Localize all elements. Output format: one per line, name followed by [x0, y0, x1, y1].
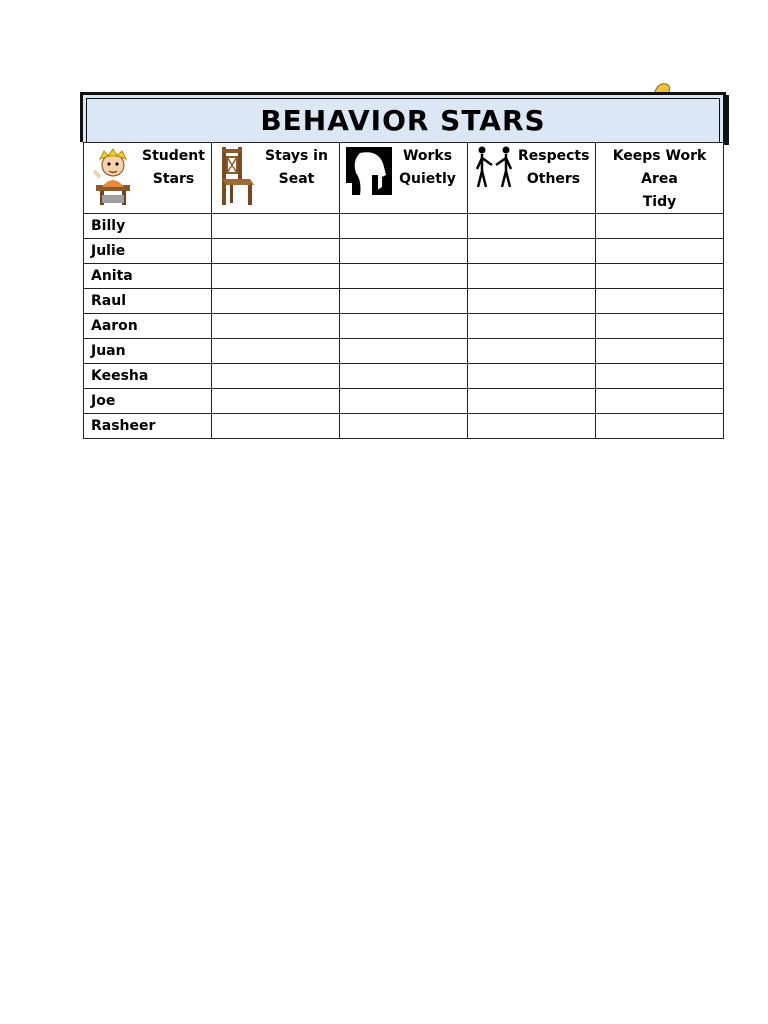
keeps-area-tidy-cell[interactable] [596, 364, 724, 389]
header-label-line3: Tidy [642, 194, 677, 210]
stays-in-seat-cell[interactable] [212, 214, 340, 239]
student-name: Keesha [84, 364, 212, 389]
stays-in-seat-cell[interactable] [212, 314, 340, 339]
works-quietly-cell[interactable] [340, 239, 468, 264]
respects-others-cell[interactable] [468, 214, 596, 239]
keeps-area-tidy-cell[interactable] [596, 289, 724, 314]
header-label-line1: Keeps Work [612, 148, 707, 164]
keeps-area-tidy-cell[interactable] [596, 414, 724, 439]
keeps-area-tidy-cell[interactable] [596, 339, 724, 364]
stays-in-seat-cell[interactable] [212, 389, 340, 414]
banner-shadow [723, 95, 729, 145]
keeps-area-tidy-cell[interactable] [596, 264, 724, 289]
student-name: Billy [84, 214, 212, 239]
student-icon [88, 147, 138, 207]
table-row [84, 314, 724, 339]
student-name: Anita [84, 264, 212, 289]
student-name: Julie [84, 239, 212, 264]
works-quietly-cell[interactable] [340, 264, 468, 289]
respects-others-cell[interactable] [468, 389, 596, 414]
table-row [84, 239, 724, 264]
header-stays-in-seat [212, 143, 340, 214]
shush-icon [346, 147, 392, 195]
table-row [84, 364, 724, 389]
header-label-line2: Others [526, 171, 581, 187]
header-label-line2: Stars [152, 171, 195, 187]
works-quietly-cell[interactable] [340, 289, 468, 314]
works-quietly-cell[interactable] [340, 414, 468, 439]
respects-others-cell[interactable] [468, 364, 596, 389]
respects-others-cell[interactable] [468, 414, 596, 439]
respects-others-cell[interactable] [468, 264, 596, 289]
stays-in-seat-cell[interactable] [212, 239, 340, 264]
student-name: Juan [84, 339, 212, 364]
respects-others-cell[interactable] [468, 239, 596, 264]
keeps-area-tidy-cell[interactable] [596, 314, 724, 339]
page-title: BEHAVIOR STARS [260, 104, 546, 137]
keeps-area-tidy-cell[interactable] [596, 389, 724, 414]
stays-in-seat-cell[interactable] [212, 264, 340, 289]
works-quietly-cell[interactable] [340, 364, 468, 389]
title-banner [80, 92, 726, 142]
handshake-icon [474, 145, 514, 189]
header-respects-others [468, 143, 596, 214]
stays-in-seat-cell[interactable] [212, 289, 340, 314]
behavior-chart [80, 92, 726, 439]
stays-in-seat-cell[interactable] [212, 364, 340, 389]
header-row [84, 143, 724, 214]
table-row [84, 339, 724, 364]
table-row [84, 414, 724, 439]
works-quietly-cell[interactable] [340, 214, 468, 239]
stays-in-seat-cell[interactable] [212, 339, 340, 364]
header-label-line1: Works [402, 148, 453, 164]
table-row [84, 214, 724, 239]
header-keeps-work-area-tidy [596, 143, 724, 214]
respects-others-cell[interactable] [468, 339, 596, 364]
table-row [84, 264, 724, 289]
header-works-quietly [340, 143, 468, 214]
works-quietly-cell[interactable] [340, 339, 468, 364]
keeps-area-tidy-cell[interactable] [596, 214, 724, 239]
student-name: Joe [84, 389, 212, 414]
header-label-line1: Respects [518, 148, 590, 164]
behavior-table [83, 142, 724, 439]
header-label-line1: Stays in [265, 148, 328, 164]
student-name: Raul [84, 289, 212, 314]
header-label-line2: Area [641, 171, 678, 187]
respects-others-cell[interactable] [468, 314, 596, 339]
header-student-stars [84, 143, 212, 214]
works-quietly-cell[interactable] [340, 314, 468, 339]
table-row [84, 289, 724, 314]
header-label-line2: Seat [278, 171, 315, 187]
student-name: Aaron [84, 314, 212, 339]
student-name: Rasheer [84, 414, 212, 439]
chair-icon [216, 145, 256, 207]
respects-others-cell[interactable] [468, 289, 596, 314]
header-label-line2: Quietly [399, 171, 456, 187]
header-label-line1: Student [142, 148, 205, 164]
stays-in-seat-cell[interactable] [212, 414, 340, 439]
works-quietly-cell[interactable] [340, 389, 468, 414]
table-row [84, 389, 724, 414]
keeps-area-tidy-cell[interactable] [596, 239, 724, 264]
